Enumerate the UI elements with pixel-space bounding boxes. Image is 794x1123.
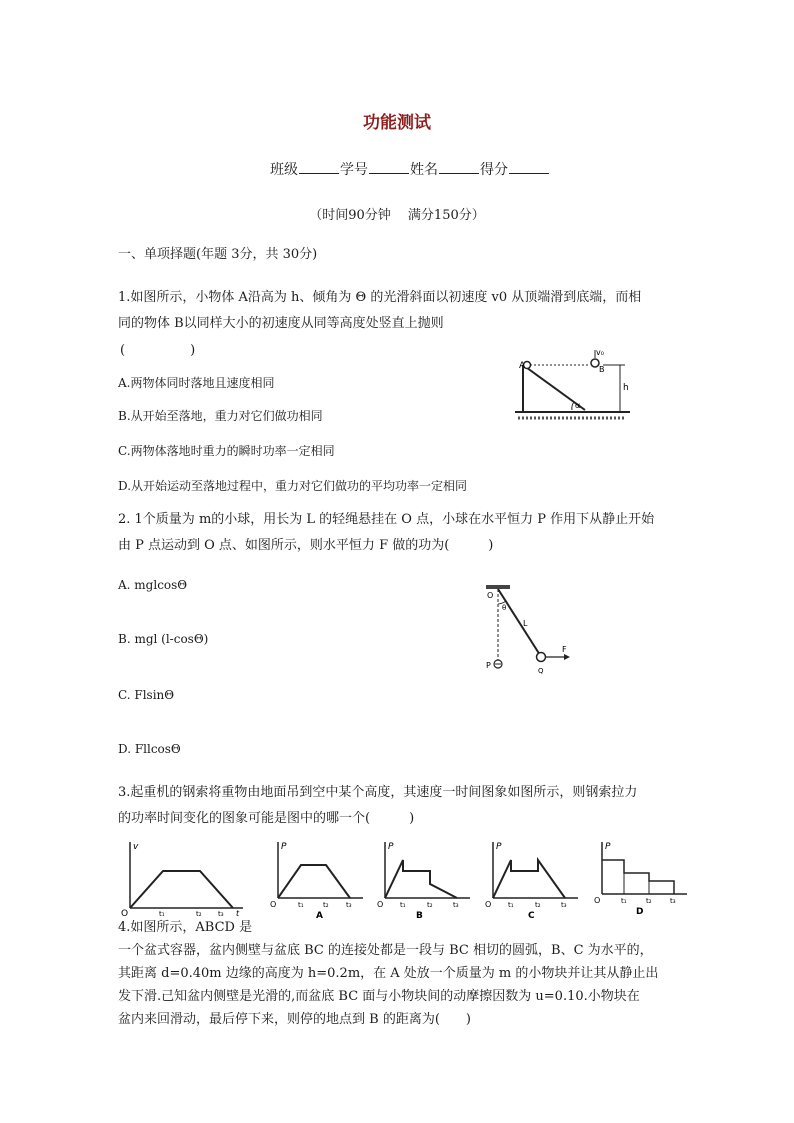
q2-figure <box>478 582 588 682</box>
student-info-line <box>270 159 550 179</box>
q1-label-theta: α <box>575 401 581 410</box>
q2-force-arrowhead <box>564 654 570 660</box>
q3-d-origin: O <box>594 896 601 905</box>
q2-text <box>118 507 678 559</box>
q3-vt-t: t <box>236 909 240 918</box>
q3-vt-t1: t₁ <box>159 910 165 918</box>
q3-a-origin: O <box>270 900 277 909</box>
q1-line1: 1.如图所示，小物体 A沿高为 h、倾角为 Θ 的光滑斜面以初速度 v0 从顶端滑到底端，而相 <box>118 290 642 305</box>
q3-a-t1: t₁ <box>298 901 304 909</box>
q3-a-t2: t₂ <box>323 901 329 909</box>
q3-graph-vt <box>118 838 248 920</box>
q3-b-ylabel: P <box>388 842 394 852</box>
q1-text <box>118 285 678 337</box>
score-blank <box>509 161 549 174</box>
q1-label-h: h <box>623 383 629 393</box>
q2-label-q: Q <box>538 667 544 675</box>
q3-c-t2: t₂ <box>535 901 541 909</box>
q1-option-a: A.两物体同时落地且速度相同 <box>118 376 275 390</box>
q2-option-d: D. FllcosΘ <box>118 742 181 756</box>
q3-b-t3: t₃ <box>453 901 459 909</box>
q1-line2: 同的物体 B以同样大小的初速度从同等高度处竖直上抛则 <box>118 316 444 331</box>
q3-line2: 的功率时间变化的图象可能是图中的哪一个( ) <box>118 811 415 826</box>
time-info: （时间90分钟 满分150分） <box>309 208 485 223</box>
section-title: 一、单项择题(年题 3分，共 30分) <box>118 247 318 262</box>
q3-text <box>118 780 678 832</box>
q2-string <box>498 589 540 655</box>
q2-label-f: F <box>562 645 567 654</box>
q3-a-ylabel: P <box>281 842 287 852</box>
q1-label-v: v₀ <box>596 350 604 357</box>
q4-line3: 其距离 d=0.40m 边缘的高度为 h=0.2m，在 A 处放一个质量为 m 的小物块并让其从静止出 <box>118 966 659 981</box>
q2-option-a: A. mglcosΘ <box>118 578 188 592</box>
q4-line5: 盆内来回滑动，最后停下来，则停的地点到 B 的距离为( ) <box>118 1012 471 1027</box>
q3-c-curve <box>493 860 565 898</box>
q3-line1: 3.起重机的钢索将重物由地面吊到空中某个高度，其速度一时间图象如图所示，则钢索拉力 <box>118 785 638 800</box>
q3-d-ylabel: P <box>605 842 611 852</box>
q2-line1: 2. 1个质量为 m的小球，用长为 L 的轻绳悬挂在 O 点，小球在水平恒力 P 作用下从静止开始 <box>118 512 655 527</box>
q3-vt-curve <box>130 871 233 908</box>
class-label: 班级 <box>270 162 298 178</box>
q3-d-t3: t₃ <box>670 897 676 905</box>
q1-option-d: D.从开始运动至落地过程中，重力对它们做功的平均功率一定相同 <box>118 479 468 493</box>
q3-c-t3: t₃ <box>561 901 567 909</box>
q1-option-c: C.两物体落地时重力的瞬时功率一定相同 <box>118 444 335 458</box>
q3-c-t1: t₁ <box>508 901 514 909</box>
q3-b-caption: B <box>416 911 423 920</box>
q3-a-t3: t₃ <box>346 901 352 909</box>
q2-label-theta: θ <box>502 604 507 612</box>
q3-d-t1: t₁ <box>621 897 627 905</box>
q4-text <box>118 916 678 1031</box>
q4-line4: 发下滑.己知盆内侧壁是光滑的,而盆底 BC 面与小物块间的动摩擦因数为 u=0.10.小物块在 <box>118 989 640 1004</box>
q2-label-p: P <box>486 661 491 670</box>
name-label: 姓名 <box>410 162 438 178</box>
q2-line2: 由 P 点运动到 O 点、如图所示，则水平恒力 F 做的功为( ) <box>118 538 494 553</box>
class-blank <box>299 161 339 174</box>
q1-angle-arc <box>572 402 574 410</box>
q3-graph-c <box>483 838 583 920</box>
score-label: 得分 <box>480 162 508 178</box>
q3-vt-origin: O <box>121 909 129 919</box>
q3-d-caption: D <box>636 907 644 917</box>
q2-label-o: O <box>487 591 494 600</box>
q3-a-caption: A <box>316 911 323 920</box>
q3-c-ylabel: P <box>496 842 502 852</box>
q3-c-caption: C <box>528 911 535 920</box>
q3-b-origin: O <box>377 900 384 909</box>
q3-vt-t2: t₂ <box>196 910 202 918</box>
q2-ceiling <box>486 585 510 589</box>
id-blank <box>369 161 409 174</box>
q3-d-curve <box>602 860 674 894</box>
q1-figure <box>510 350 640 425</box>
q3-b-curve <box>385 860 457 898</box>
q2-option-c: C. FlsinΘ <box>118 688 175 702</box>
q3-vt-ylabel: v <box>133 842 139 852</box>
q1-option-b: B.从开始至落地，重力对它们做功相同 <box>118 409 323 423</box>
q1-answer-paren: ( ) <box>120 343 196 358</box>
q4-line2: 一个盆式容器，盆内侧壁与盆底 BC 的连接处都是一段与 BC 相切的圆弧，B、C 为水平的， <box>118 943 653 958</box>
q3-a-curve <box>278 865 350 898</box>
q2-option-b: B. mgl (l-cosΘ) <box>118 632 209 646</box>
q4-line1: 4.如图所示，ABCD 是 <box>118 920 253 935</box>
q3-graph-b <box>375 838 475 920</box>
q2-label-l: L <box>523 619 528 628</box>
q3-c-origin: O <box>485 900 492 909</box>
q3-graph-a <box>268 838 368 920</box>
q3-d-t2: t₂ <box>646 897 652 905</box>
q3-b-t1: t₁ <box>400 901 406 909</box>
q3-b-t2: t₂ <box>427 901 433 909</box>
q1-label-a: A <box>519 361 526 371</box>
name-blank <box>439 161 479 174</box>
id-label: 学号 <box>340 162 368 178</box>
q3-graph-d <box>592 838 692 920</box>
q3-vt-t3: t₃ <box>218 910 224 918</box>
q1-label-b: B <box>599 365 605 374</box>
q1-ball-b <box>591 359 599 367</box>
q2-ball-q <box>537 653 546 662</box>
page-title: 功能测试 <box>363 113 431 133</box>
